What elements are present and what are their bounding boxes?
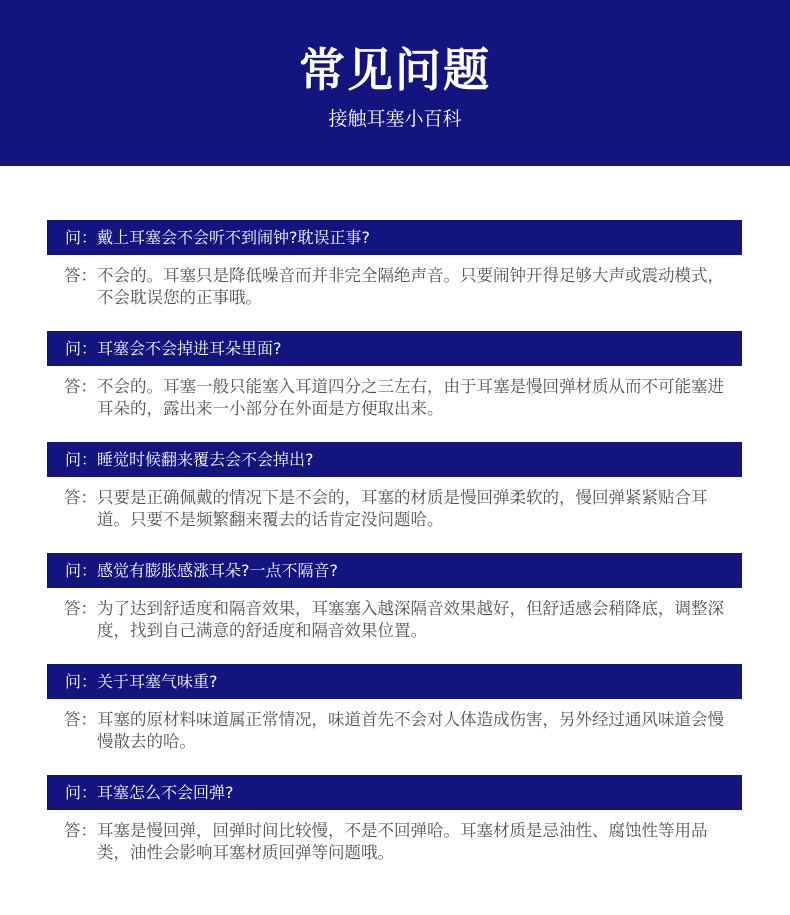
faq-item <box>0 774 790 885</box>
answer-text: 不会的。耳塞只是降低噪音而并非完全隔绝声音。只要闹钟开得足够大声或震动模式，不会耽误您的正事哦。 <box>97 266 724 307</box>
answer-text: 不会的。耳塞一般只能塞入耳道四分之三左右，由于耳塞是慢回弹材质从而不可能塞进耳朵的，露出来一小部分在外面是方便取出来。 <box>97 377 724 418</box>
answer-prefix: 答： <box>64 488 97 507</box>
faq-question: 问：感觉有膨胀感涨耳朵?一点不隔音? <box>47 553 742 588</box>
faq-item <box>0 441 790 552</box>
faq-answer <box>64 265 734 309</box>
faq-answer <box>64 487 734 531</box>
faq-item <box>0 552 790 663</box>
answer-text: 只要是正确佩戴的情况下是不会的，耳塞的材质是慢回弹柔软的，慢回弹紧紧贴合耳道。只要不是频繁翻来覆去的话肯定没问题哈。 <box>97 488 708 529</box>
answer-prefix: 答： <box>64 266 97 285</box>
faq-question: 问：戴上耳塞会不会听不到闹钟?耽误正事? <box>47 220 742 255</box>
faq-question: 问：关于耳塞气味重? <box>47 664 742 699</box>
faq-question: 问：耳塞会不会掉进耳朵里面? <box>47 331 742 366</box>
faq-list <box>0 219 790 885</box>
faq-item <box>0 663 790 774</box>
faq-question: 问：耳塞怎么不会回弹? <box>47 775 742 810</box>
page-subtitle: 接触耳塞小百科 <box>328 108 462 130</box>
answer-prefix: 答： <box>64 377 97 396</box>
faq-question: 问：睡觉时候翻来覆去会不会掉出? <box>47 442 742 477</box>
faq-answer <box>64 709 734 753</box>
faq-answer <box>64 820 734 864</box>
page-header <box>0 0 790 166</box>
answer-prefix: 答： <box>64 710 97 729</box>
answer-text: 为了达到舒适度和隔音效果，耳塞塞入越深隔音效果越好，但舒适感会稍降底，调整深度，找到自己满意的舒适度和隔音效果位置。 <box>97 599 724 640</box>
faq-answer <box>64 598 734 642</box>
page-title: 常见问题 <box>299 43 491 97</box>
answer-text: 耳塞的原材料味道属正常情况，味道首先不会对人体造成伤害，另外经过通风味道会慢慢散去的哈。 <box>97 710 724 751</box>
answer-prefix: 答： <box>64 599 97 618</box>
answer-prefix: 答： <box>64 821 97 840</box>
answer-text: 耳塞是慢回弹，回弹时间比较慢，不是不回弹哈。耳塞材质是忌油性、腐蚀性等用品类，油性会影响耳塞材质回弹等问题哦。 <box>97 821 708 862</box>
faq-answer <box>64 376 734 420</box>
faq-item <box>0 219 790 330</box>
faq-item <box>0 330 790 441</box>
